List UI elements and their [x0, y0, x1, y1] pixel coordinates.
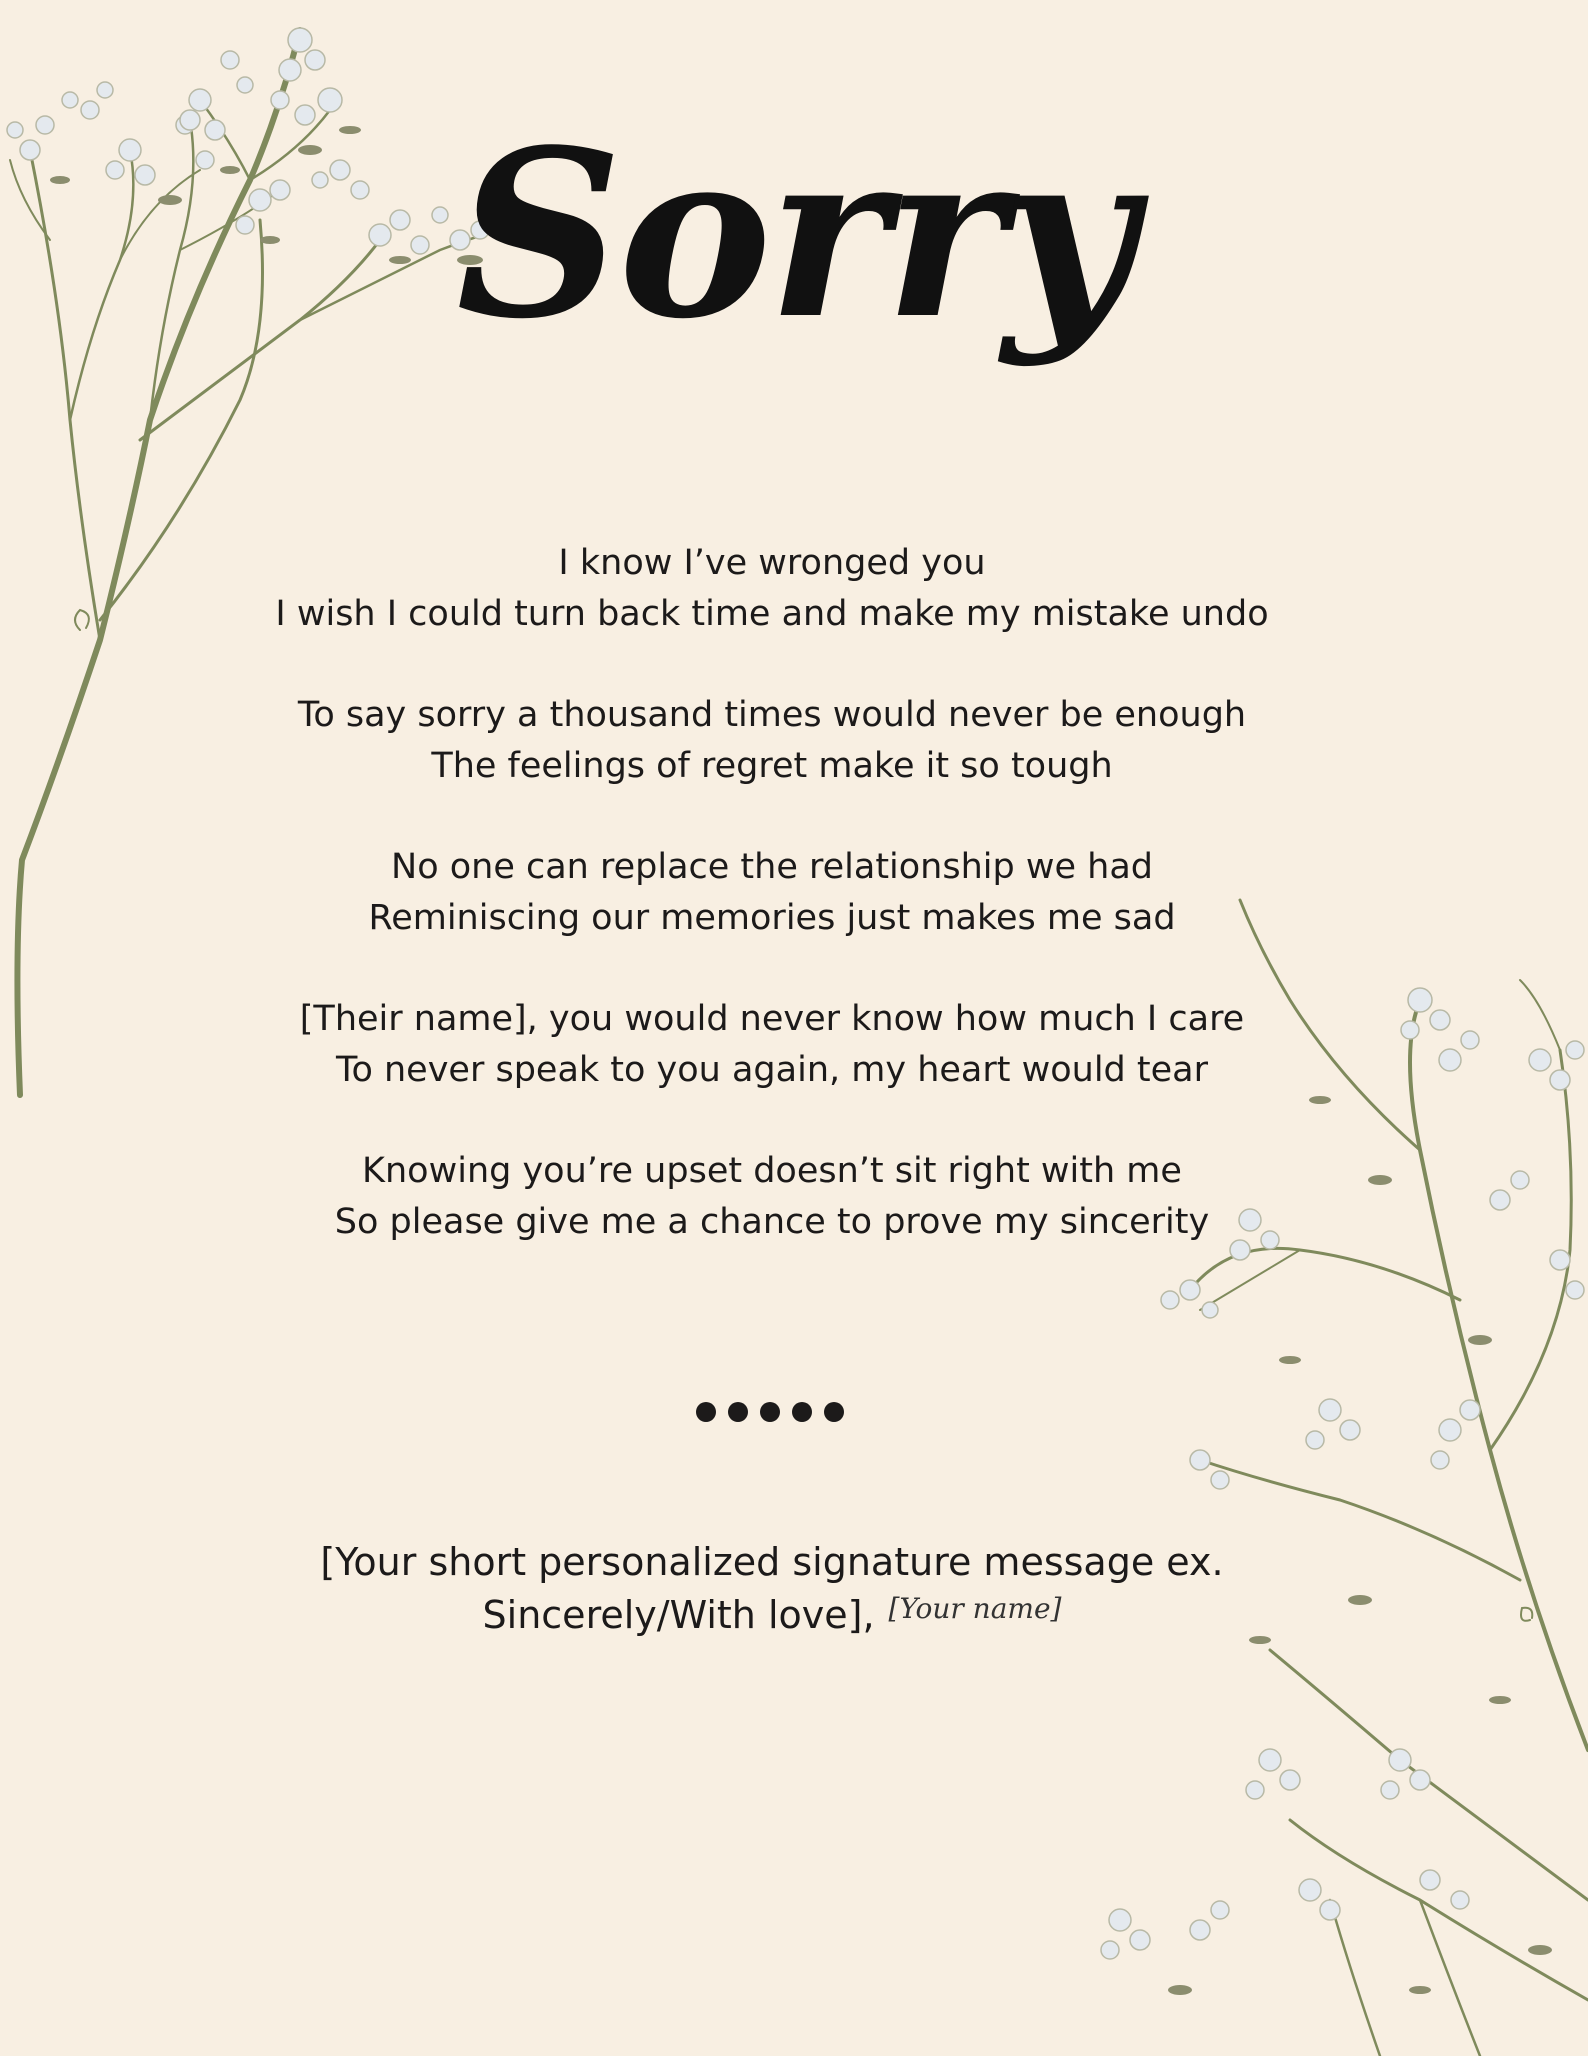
- poem-line: Reminiscing our memories just makes me sad: [368, 898, 1176, 938]
- divider-dot: [792, 1402, 812, 1422]
- poem-line: To never speak to you again, my heart would tear: [336, 1050, 1208, 1090]
- divider-dots: [0, 1402, 1540, 1422]
- poem-line: [Their name], you would never know how much I care: [299, 999, 1245, 1039]
- poem-stanza-3: [194, 842, 1350, 944]
- signature-name: [Your name]: [888, 1592, 1062, 1625]
- signature-message-line-1: [Your short personalized signature message ex.: [320, 1540, 1224, 1584]
- page-title: Sorry: [456, 100, 1132, 370]
- poem-line: The feelings of regret make it so tough: [431, 746, 1113, 786]
- poem-stanza-5: [194, 1146, 1350, 1248]
- signature-message-line-2: [194, 1589, 1350, 1645]
- signature-block: [194, 1536, 1350, 1645]
- divider-dot: [760, 1402, 780, 1422]
- divider-dot: [728, 1402, 748, 1422]
- poem-stanza-4: [194, 994, 1350, 1096]
- poem-line: No one can replace the relationship we had: [391, 847, 1153, 887]
- poem-stanza-2: [194, 690, 1350, 792]
- divider-dot: [696, 1402, 716, 1422]
- poem-line: I wish I could turn back time and make my mistake undo: [275, 594, 1269, 634]
- poem-line: So please give me a chance to prove my sincerity: [334, 1202, 1210, 1242]
- divider-dot: [824, 1402, 844, 1422]
- poem-line: I know I’ve wronged you: [558, 543, 986, 583]
- signature-closing: Sincerely/With love],: [482, 1593, 875, 1637]
- poem-body: [194, 538, 1350, 1298]
- poem-stanza-1: [194, 538, 1350, 640]
- poem-line: To say sorry a thousand times would never be enough: [297, 695, 1247, 735]
- poem-line: Knowing you’re upset doesn’t sit right with me: [362, 1151, 1182, 1191]
